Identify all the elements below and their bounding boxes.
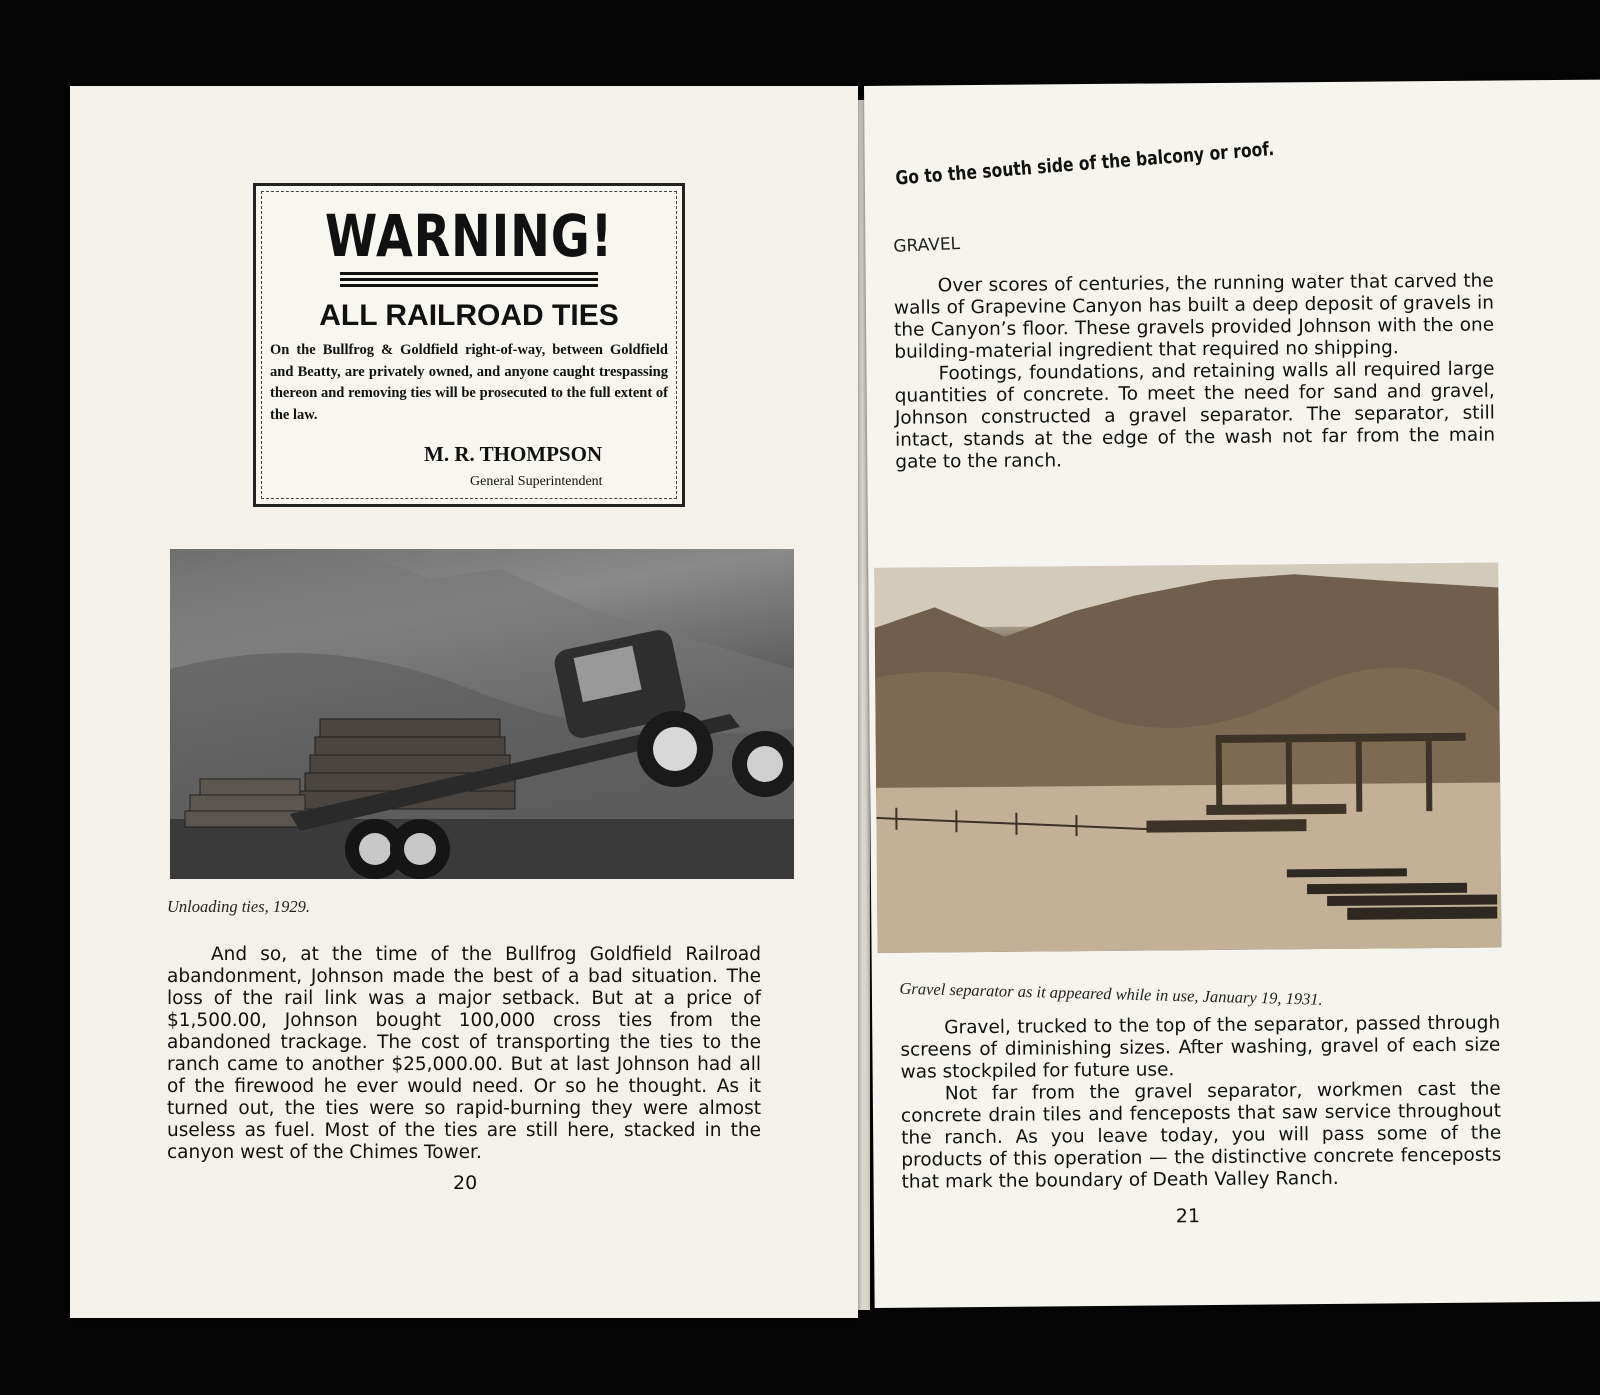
warning-subtitle: ALL RAILROAD TIES (319, 299, 619, 332)
direction-heading: Go to the south side of the balcony or roof. (894, 137, 1275, 190)
section-title-gravel: GRAVEL (892, 234, 961, 257)
page-number-left: 20 (453, 1172, 478, 1194)
unloading-ties-illustration (170, 549, 794, 879)
warning-rule (340, 278, 598, 281)
gravel-photo-caption: Gravel separator as it appeared while in use, January 19, 1931. (899, 978, 1323, 1009)
right-paragraph-1: Over scores of centuries, the running water that carved the walls of Grapevine Canyon has built a deep deposit of gravels in the Canyon’s floor. These gravels provided Johnson with the one building-material ingredient that required no shipping. (893, 270, 1495, 363)
right-paragraph-3: Gravel, trucked to the top of the separator, passed through screens of diminishing sizes. After washing, gravel of each size was stockpiled for future use. (900, 1012, 1501, 1083)
warning-title: WARNING! (324, 202, 614, 270)
right-paragraph-2: Footings, foundations, and retaining walls all required large quantities of concrete. To meet the need for sand and gravel, Johnson constructed a gravel separator. The separator, still intact, stands at the edge of the wash not far from the main gate to the ranch. (894, 358, 1496, 473)
right-intro-text (894, 271, 1496, 474)
warning-body: On the Bullfrog & Goldfield right-of-way, between Goldfield and Beatty, are privately owned, and anyone caught trespassing thereon and removing ties will be prosecuted to the full extent of the law. (270, 342, 668, 423)
gravel-separator-photo (874, 562, 1501, 952)
left-page (70, 86, 858, 1318)
page-number-right: 21 (1175, 1205, 1201, 1228)
warning-rule (340, 284, 598, 287)
left-body-text (167, 944, 761, 1164)
right-closing-text (900, 1012, 1502, 1193)
left-paragraph-1: And so, at the time of the Bullfrog Goldfield Railroad abandonment, Johnson made the best of a bad situation. The loss of the rail link was a major setback. But at a price of $1,500.00, Johnson bought 100,000 cross ties from the abandoned trackage. The cost of transporting the ties to the ranch came to another $25,000.00. But at last Johnson had all of the firewood he ever would need. Or so he thought. As it turned out, the ties were so rapid-burning they were almost useless as fuel. Most of the ties are still here, stacked in the canyon west of the Chimes Tower. (167, 944, 761, 1163)
warning-notice (253, 183, 685, 507)
right-paragraph-4: Not far from the gravel separator, workmen cast the concrete drain tiles and fenceposts that saw service throughout the ranch. As you leave today, you will pass some of the products of this operation — the distinctive concrete fenceposts that mark the boundary of Death Valley Ranch. (900, 1078, 1502, 1193)
unloading-photo-caption: Unloading ties, 1929. (167, 897, 310, 916)
warning-signature-title: General Superintendent (470, 474, 603, 489)
warning-rule (340, 272, 598, 275)
right-page (864, 80, 1600, 1308)
warning-signature: M. R. THOMPSON (424, 442, 603, 466)
gravel-separator-illustration (874, 562, 1501, 952)
unloading-ties-photo (170, 549, 794, 879)
